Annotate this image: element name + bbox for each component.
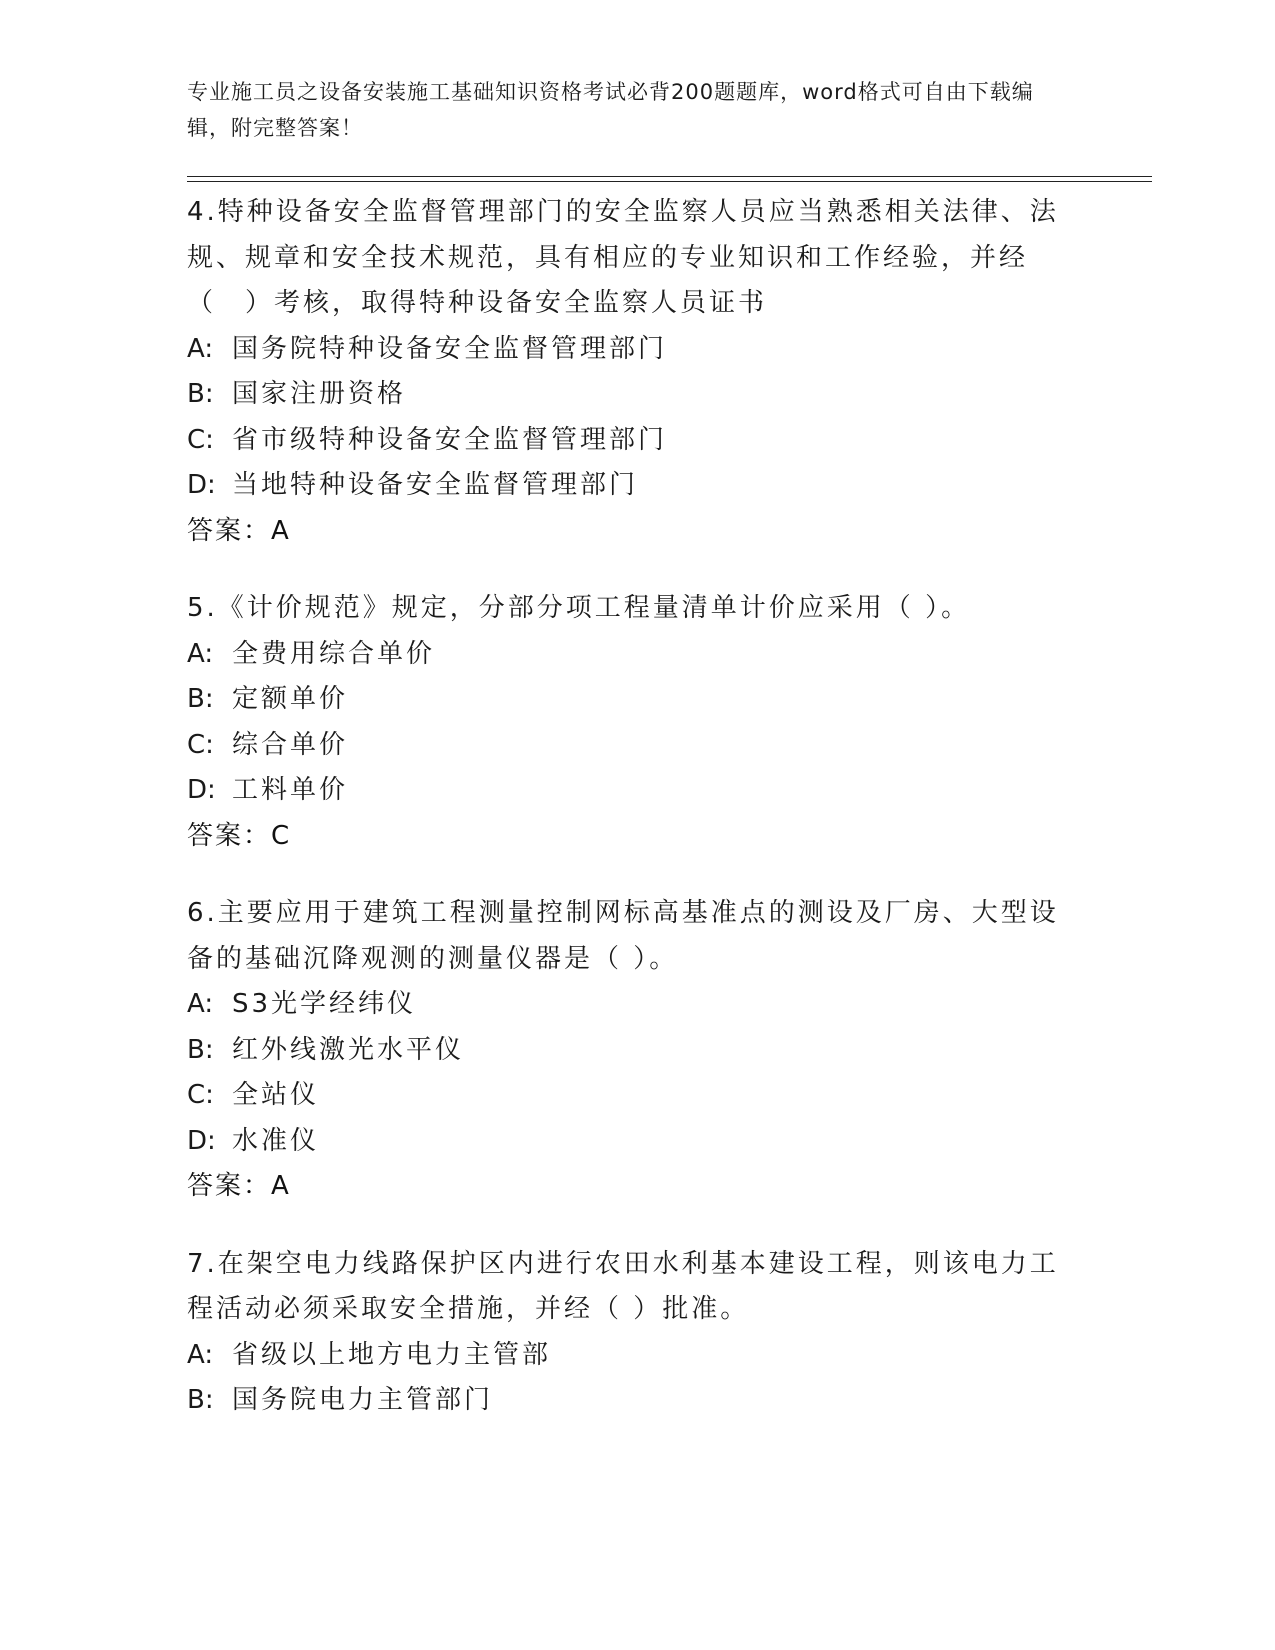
question-item <box>187 190 1067 554</box>
option-d <box>187 463 1067 509</box>
option-a <box>187 632 1067 678</box>
answer-line: 答案：A <box>187 1171 291 1201</box>
option-key: B: <box>187 1034 214 1065</box>
option-key: D: <box>187 775 216 805</box>
question-stem: 6.主要应用于建筑工程测量控制网标高基准点的测设及厂房、大型设备的基础沉降观测的测量仪器是（ ）。 <box>187 898 1059 974</box>
option-text: 国务院特种设备安全监督管理部门 <box>232 333 668 364</box>
question-stem: 7.在架空电力线路保护区内进行农田水利基本建设工程，则该电力工程活动必须采取安全措施，并经（ ）批准。 <box>187 1248 1059 1324</box>
option-b <box>187 1378 1067 1424</box>
option-text: 全费用综合单价 <box>232 638 436 669</box>
option-a <box>187 1333 1067 1379</box>
question-list <box>187 190 1067 1456</box>
option-key: C: <box>187 424 214 455</box>
option-text: 红外线激光水平仪 <box>232 1034 465 1065</box>
question-stem: 4.特种设备安全监督管理部门的安全监察人员应当熟悉相关法律、法规、规章和安全技术规范，具有相应的专业知识和工作经验，并经（ ）考核，取得特种设备安全监察人员证书 <box>187 197 1059 318</box>
question-stem: 5.《计价规范》规定，分部分项工程量清单计价应采用（ ）。 <box>187 593 971 623</box>
option-key: C: <box>187 729 214 760</box>
option-key: A: <box>187 333 214 364</box>
question-item <box>187 1242 1067 1424</box>
option-text: S3光学经纬仪 <box>232 989 417 1019</box>
header-divider-top <box>187 176 1152 177</box>
option-c <box>187 723 1067 769</box>
option-key: D: <box>187 1125 216 1156</box>
option-b <box>187 372 1067 418</box>
option-key: A: <box>187 989 214 1019</box>
option-text: 工料单价 <box>232 775 349 805</box>
question-item <box>187 586 1067 859</box>
option-d <box>187 768 1067 814</box>
option-c <box>187 1073 1067 1119</box>
option-text: 综合单价 <box>232 729 349 760</box>
answer-line: 答案：C <box>187 820 292 851</box>
option-text: 全站仪 <box>232 1080 320 1110</box>
option-text: 国务院电力主管部门 <box>232 1385 494 1415</box>
option-b <box>187 677 1067 723</box>
option-text: 省级以上地方电力主管部 <box>232 1339 552 1370</box>
option-key: A: <box>187 638 214 669</box>
document-header: 专业施工员之设备安装施工基础知识资格考试必背200题题库，word格式可自由下载编辑，附完整答案！ <box>187 80 1034 140</box>
option-key: B: <box>187 379 214 409</box>
option-key: D: <box>187 470 216 500</box>
option-a <box>187 982 1067 1028</box>
option-text: 定额单价 <box>232 684 349 714</box>
option-key: B: <box>187 1385 214 1415</box>
option-key: A: <box>187 1339 214 1370</box>
option-text: 水准仪 <box>232 1125 320 1156</box>
question-item <box>187 891 1067 1210</box>
option-text: 当地特种设备安全监督管理部门 <box>232 470 639 500</box>
option-key: B: <box>187 684 214 714</box>
option-a <box>187 327 1067 373</box>
option-c <box>187 418 1067 464</box>
answer-line: 答案：A <box>187 515 291 546</box>
header-divider-bottom <box>187 181 1152 182</box>
option-text: 省市级特种设备安全监督管理部门 <box>232 424 668 455</box>
option-b <box>187 1028 1067 1074</box>
option-text: 国家注册资格 <box>232 379 407 409</box>
option-d <box>187 1119 1067 1165</box>
option-key: C: <box>187 1080 214 1110</box>
